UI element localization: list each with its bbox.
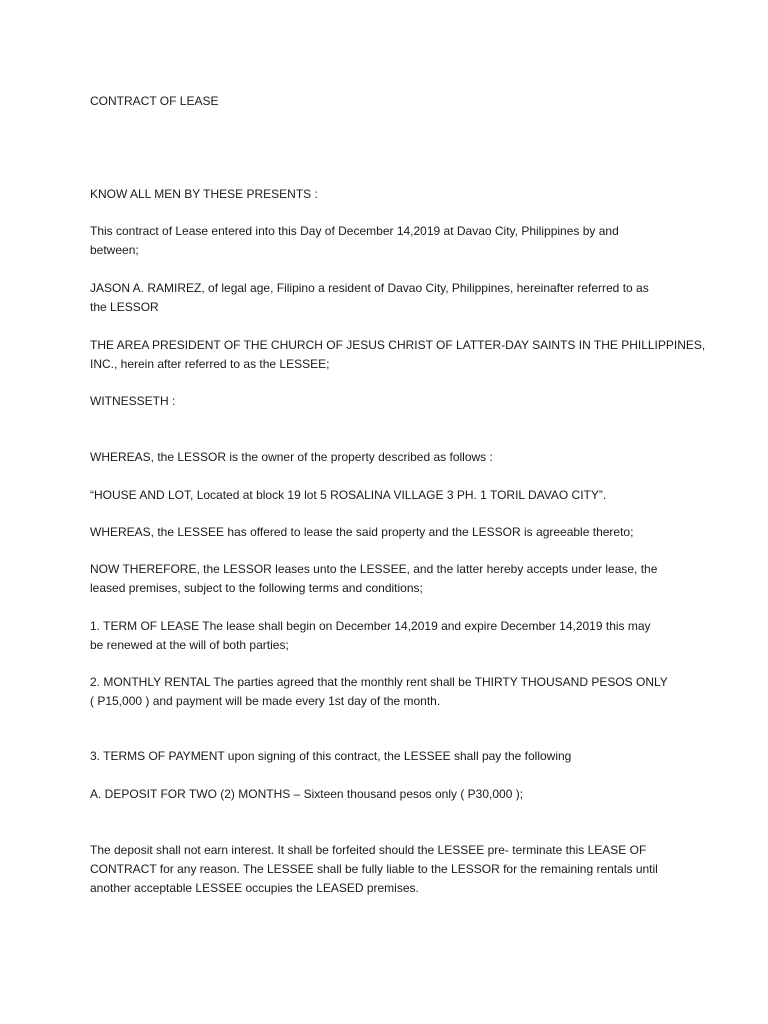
text-line: JASON A. RAMIREZ, of legal age, Filipino a resident of Davao City, Philippines, hereinafter referred to as [90,281,649,295]
document-title: CONTRACT OF LEASE [90,94,219,108]
text-line: The deposit shall not earn interest. It shall be forfeited should the LESSEE pre- terminate this LEASE OF [90,843,647,857]
text-line: NOW THEREFORE, the LESSOR leases unto the LESSEE, and the latter hereby accepts under lease, the [90,562,658,576]
text-line: This contract of Lease entered into this Day of December 14,2019 at Davao City, Philippines by and [90,224,619,238]
text-line: 2. MONTHLY RENTAL The parties agreed that the monthly rent shall be THIRTY THOUSAND PESOS ONLY [90,675,668,689]
deposit-clause: A. DEPOSIT FOR TWO (2) MONTHS – Sixteen thousand pesos only ( P30,000 ); [90,787,524,801]
text-line: CONTRACT for any reason. The LESSEE shall be fully liable to the LESSOR for the remaining rentals until [90,862,658,876]
forfeit-paragraph [90,841,690,898]
witnesseth-heading: WITNESSETH : [90,394,176,408]
term-of-lease-clause [90,617,690,655]
text-line: leased premises, subject to the following terms and conditions; [90,581,423,595]
intro-paragraph: KNOW ALL MEN BY THESE PRESENTS : [90,187,318,201]
terms-of-payment-clause: 3. TERMS OF PAYMENT upon signing of this contract, the LESSEE shall pay the following [90,749,572,763]
monthly-rental-clause [90,673,690,711]
text-line: the LESSOR [90,300,159,314]
text-line: INC., herein after referred to as the LESSEE; [90,357,330,371]
text-line: THE AREA PRESIDENT OF THE CHURCH OF JESUS CHRIST OF LATTER-DAY SAINTS IN THE PHILLIPPINES, [90,338,706,352]
text-line: 1. TERM OF LEASE The lease shall begin on December 14,2019 and expire December 14,2019 this may [90,619,651,633]
text-line: another acceptable LESSEE occupies the LEASED premises. [90,881,419,895]
lessee-paragraph [90,336,706,374]
property-description: “HOUSE AND LOT, Located at block 19 lot 5 ROSALINA VILLAGE 3 PH. 1 TORIL DAVAO CITY”. [90,488,607,502]
whereas-owner-paragraph: WHEREAS, the LESSOR is the owner of the property described as follows : [90,450,493,464]
entered-paragraph [90,222,690,260]
text-line: be renewed at the will of both parties; [90,638,289,652]
lessor-paragraph [90,279,690,317]
whereas-offer-paragraph: WHEREAS, the LESSEE has offered to lease the said property and the LESSOR is agreeable thereto; [90,525,634,539]
text-line: between; [90,243,139,257]
text-line: ( P15,000 ) and payment will be made every 1st day of the month. [90,694,441,708]
now-therefore-paragraph [90,560,690,598]
